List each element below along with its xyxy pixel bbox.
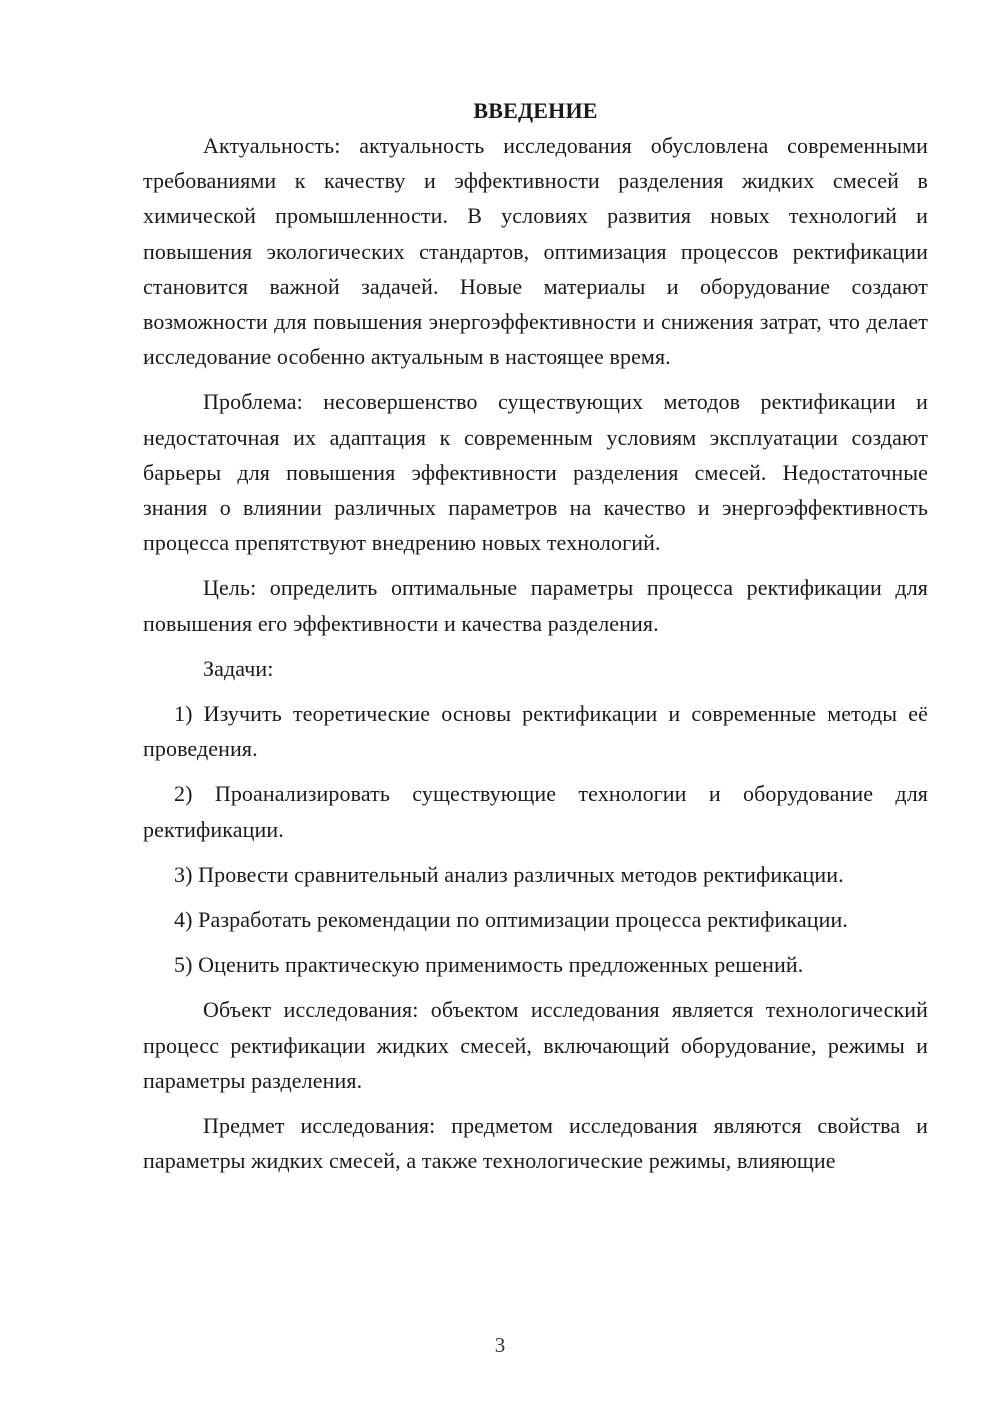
subject-paragraph: Предмет исследования: предметом исследования являются свойства и параметры жидких смесей, а также технологические режимы, влияющие bbox=[143, 1113, 928, 1174]
section-title: ВВЕДЕНИЕ bbox=[473, 98, 598, 123]
task-item-2: 2) Проанализировать существующие технологии и оборудование для ректификации. bbox=[143, 781, 928, 842]
task-item-1: 1) Изучить теоретические основы ректификации и современные методы её проведения. bbox=[143, 701, 928, 762]
goal-paragraph: Цель: определить оптимальные параметры процесса ректификации для повышения его эффективности и качества разделения. bbox=[143, 575, 928, 636]
relevance-paragraph: Актуальность: актуальность исследования обусловлена современными требованиями к качеству и эффективности разделения жидких смесей в химической промышленности. В условиях развития новых технологий и повышения экологических стандартов, оптимизация процессов ректификации становится важной задачей. Новые материалы и оборудование создают возможности для повышения энергоэффективности и снижения затрат, что делает исследование особенно актуальным в настоящее время. bbox=[143, 133, 928, 370]
task-item-5: 5) Оценить практическую применимость предложенных решений. bbox=[174, 952, 804, 978]
document-page bbox=[143, 94, 928, 1178]
problem-paragraph: Проблема: несовершенство существующих методов ректификации и недостаточная их адаптация к современным условиям эксплуатации создают барьеры для повышения эффективности разделения смесей. Недостаточные знания о влиянии различных параметров на качество и энергоэффективность процесса препятствуют внедрению новых технологий. bbox=[143, 389, 928, 556]
object-paragraph: Объект исследования: объектом исследования является технологический процесс ректификации жидких смесей, включающий оборудование, режимы и параметры разделения. bbox=[143, 997, 928, 1093]
page-number: 3 bbox=[494, 1333, 506, 1357]
tasks-heading: Задачи: bbox=[203, 655, 274, 681]
task-item-4: 4) Разработать рекомендации по оптимизации процесса ректификации. bbox=[174, 907, 848, 933]
task-item-3: 3) Провести сравнительный анализ различных методов ректификации. bbox=[174, 861, 844, 887]
